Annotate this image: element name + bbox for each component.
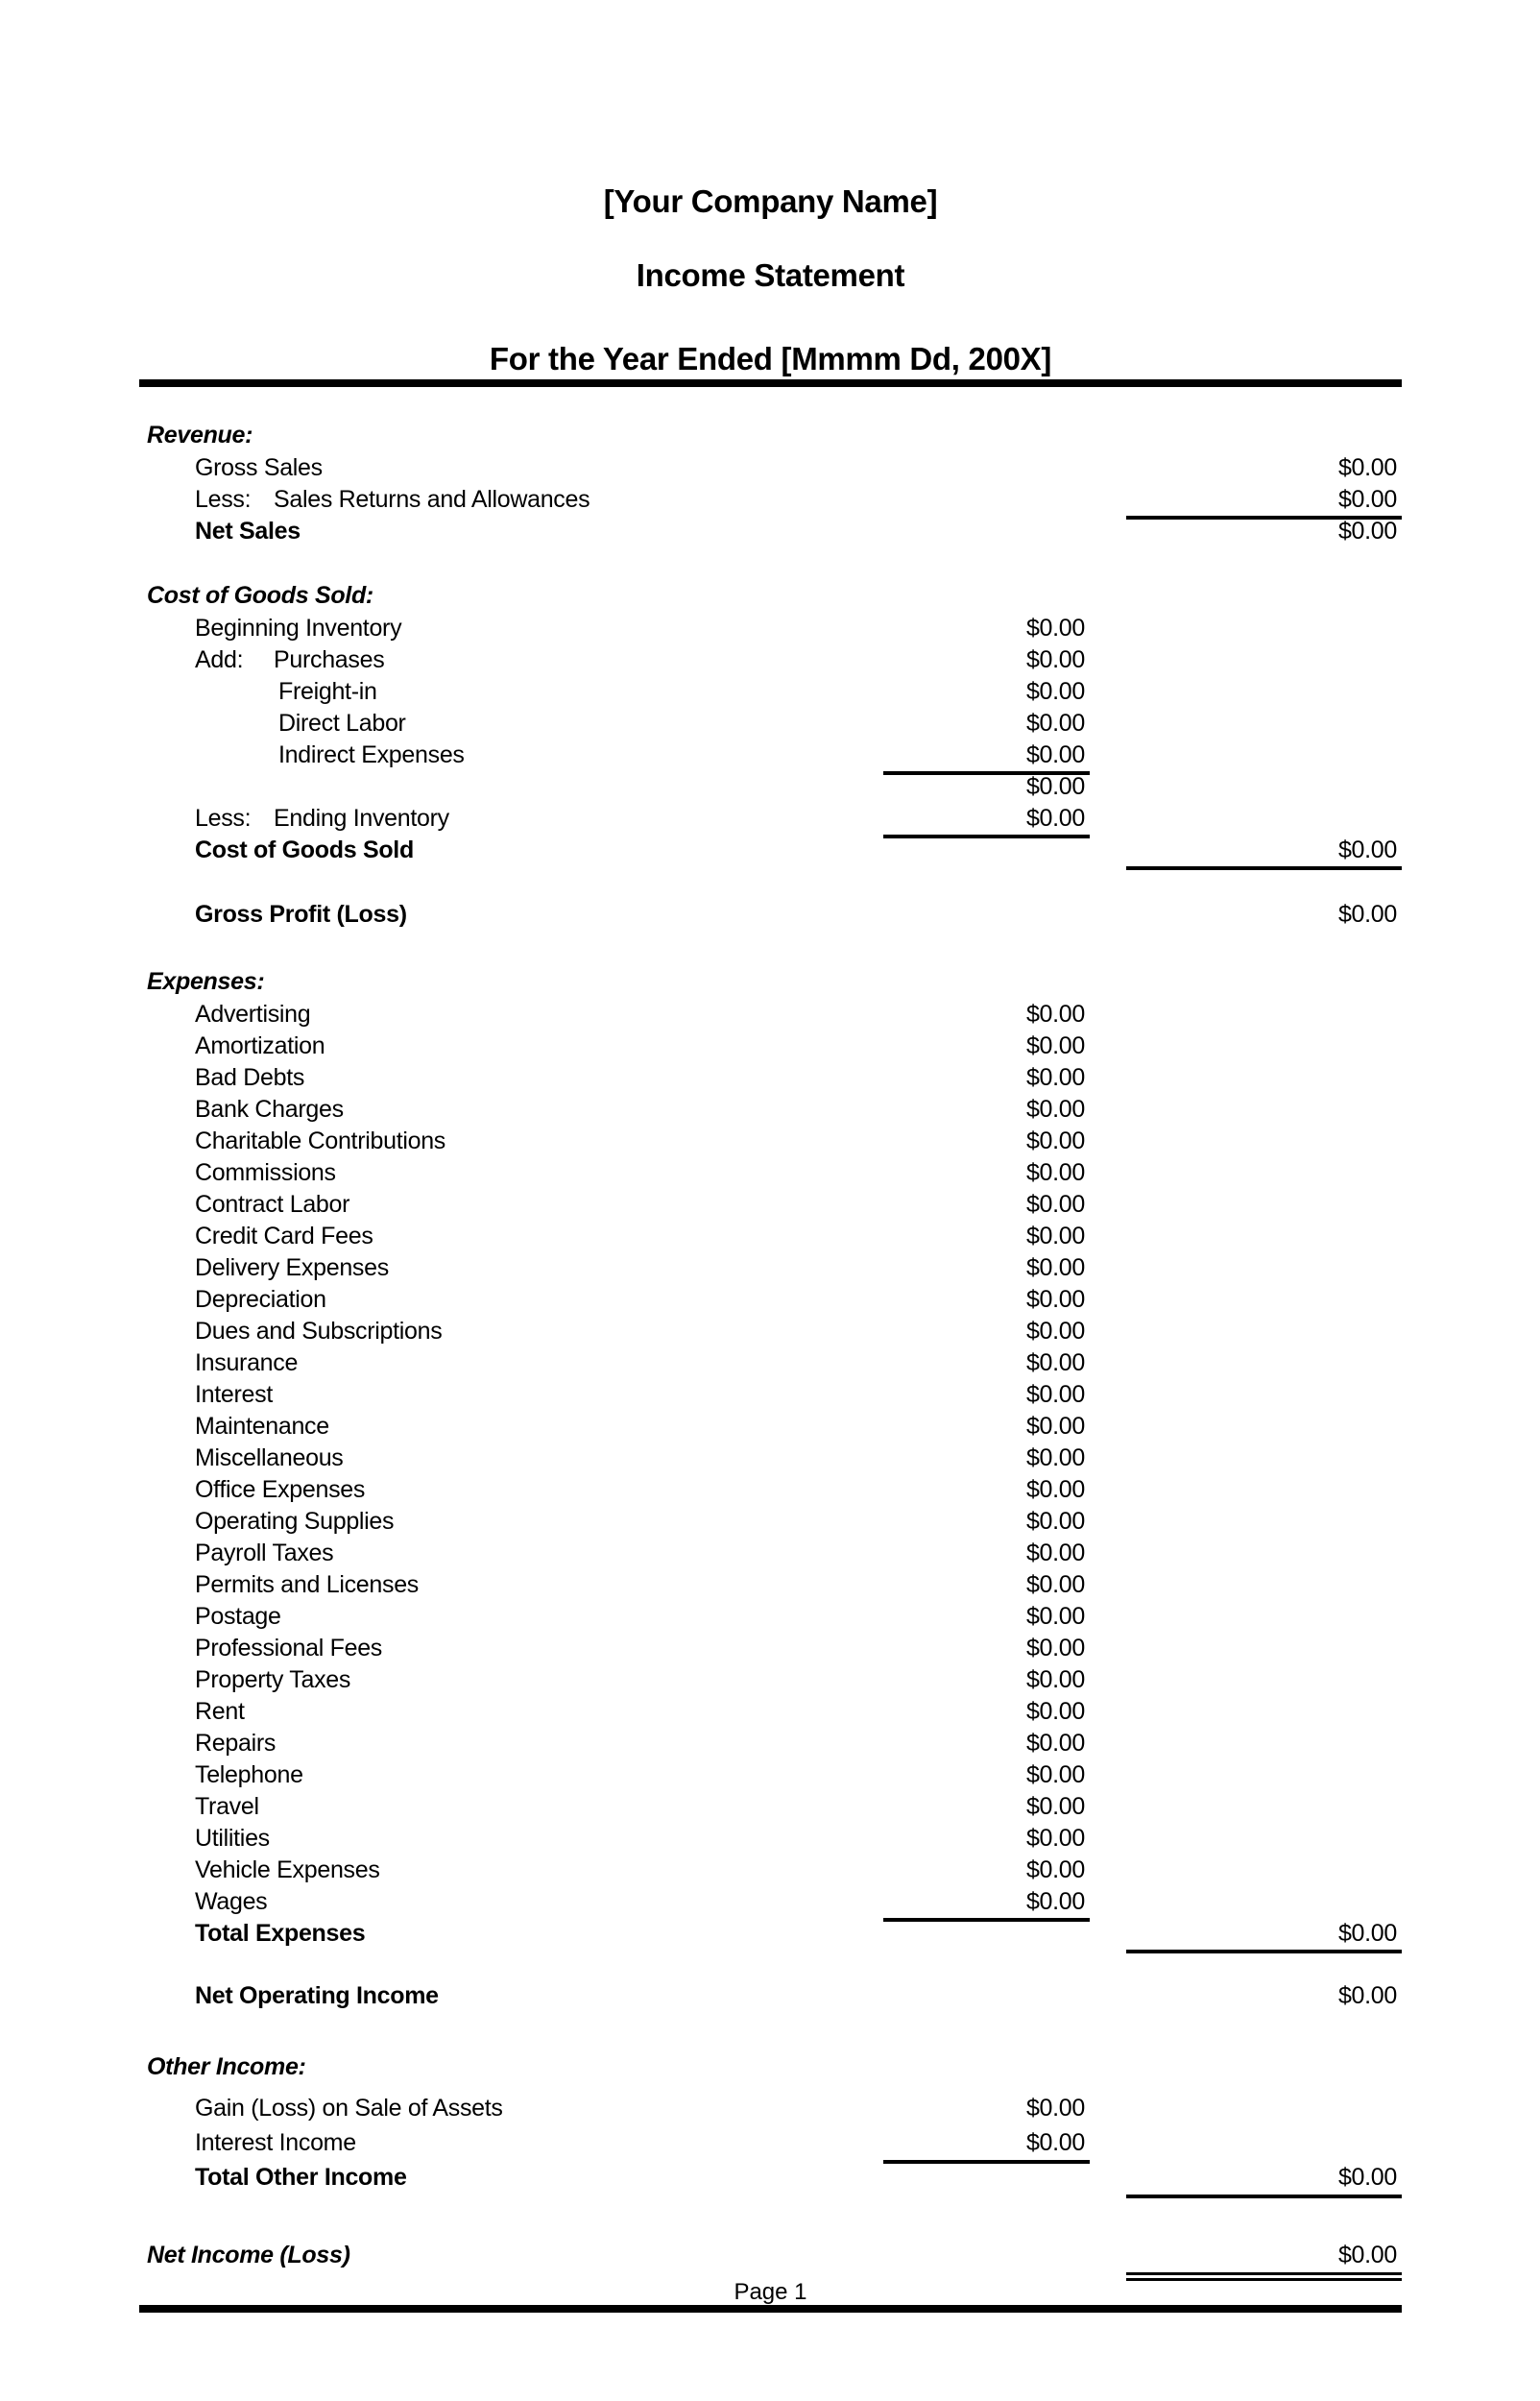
expense-row bbox=[139, 1316, 1402, 1347]
spacer bbox=[1090, 644, 1126, 676]
expense-amount: $0.00 bbox=[1025, 1635, 1085, 1661]
expense-label: Contract Labor bbox=[195, 1191, 350, 1218]
spacer bbox=[1090, 1126, 1126, 1157]
expense-label: Advertising bbox=[195, 1001, 311, 1028]
spacer bbox=[1090, 1601, 1126, 1633]
expense-amount: $0.00 bbox=[1025, 1032, 1085, 1059]
row-net-income bbox=[139, 2238, 1402, 2272]
amount-right bbox=[1126, 1221, 1402, 1252]
row-beginning-inventory bbox=[139, 613, 1402, 644]
expense-label: Wages bbox=[195, 1888, 268, 1915]
expense-amount: $0.00 bbox=[1025, 1286, 1085, 1313]
row-cogs-subtotal bbox=[139, 771, 1402, 803]
spacer bbox=[1090, 2160, 1126, 2198]
expense-row bbox=[139, 1411, 1402, 1443]
amount-right bbox=[1126, 1538, 1402, 1569]
row-label: Beginning Inventory bbox=[195, 615, 402, 642]
expense-label: Depreciation bbox=[195, 1286, 326, 1313]
spacer bbox=[1090, 1506, 1126, 1538]
amount-mid: $0.00 bbox=[1025, 773, 1085, 800]
row-label: Direct Labor bbox=[278, 710, 406, 737]
expense-amount: $0.00 bbox=[1025, 1698, 1085, 1725]
spacer bbox=[1090, 1252, 1126, 1284]
spacer bbox=[1090, 2238, 1126, 2281]
amount-right bbox=[1126, 676, 1402, 708]
expense-amount: $0.00 bbox=[1025, 1761, 1085, 1788]
amount-right bbox=[1126, 1791, 1402, 1823]
spacer bbox=[139, 547, 1402, 578]
expense-label: Bad Debts bbox=[195, 1064, 305, 1091]
amount-right bbox=[1126, 2091, 1402, 2125]
page-number: Page 1 bbox=[734, 2279, 807, 2305]
amount-mid bbox=[883, 1980, 1090, 2012]
spacer bbox=[1090, 1347, 1126, 1379]
expense-amount: $0.00 bbox=[1025, 1825, 1085, 1852]
expense-amount: $0.00 bbox=[1025, 1128, 1085, 1154]
row-indirect-expenses bbox=[139, 740, 1402, 771]
row-prefix: Less: bbox=[195, 805, 252, 832]
amount-right bbox=[1126, 1094, 1402, 1126]
row-sales-returns bbox=[139, 484, 1402, 516]
amount-right bbox=[1126, 1031, 1402, 1062]
expense-row bbox=[139, 999, 1402, 1031]
amount-right: $0.00 bbox=[1337, 901, 1397, 928]
expense-label: Credit Card Fees bbox=[195, 1223, 373, 1249]
expense-amount: $0.00 bbox=[1025, 1159, 1085, 1186]
expense-label: Delivery Expenses bbox=[195, 1254, 389, 1281]
row-label: Freight-in bbox=[278, 678, 377, 705]
spacer bbox=[1090, 1284, 1126, 1316]
row-gross-sales bbox=[139, 452, 1402, 484]
row-cogs-total bbox=[139, 835, 1402, 866]
row-net-sales bbox=[139, 516, 1402, 547]
spacer bbox=[1090, 452, 1126, 484]
amount-right bbox=[1126, 1664, 1402, 1696]
expense-row bbox=[139, 1252, 1402, 1284]
row-label bbox=[139, 803, 883, 838]
expense-label: Telephone bbox=[195, 1761, 303, 1788]
expense-row bbox=[139, 1126, 1402, 1157]
statement-content bbox=[139, 0, 1402, 2313]
amount-right bbox=[1126, 1696, 1402, 1728]
amount-right: $0.00 bbox=[1126, 484, 1402, 520]
row-label: Net Income (Loss) bbox=[147, 2242, 350, 2268]
amount-right bbox=[1126, 1443, 1402, 1474]
row-label bbox=[139, 771, 883, 803]
spacer bbox=[1090, 676, 1126, 708]
spacer bbox=[139, 219, 1402, 258]
spacer bbox=[1090, 1918, 1126, 1953]
spacer bbox=[139, 866, 1402, 899]
amount-right bbox=[1126, 1569, 1402, 1601]
expense-row bbox=[139, 1538, 1402, 1569]
amount-right: $0.00 bbox=[1126, 835, 1402, 870]
expense-label: Postage bbox=[195, 1603, 281, 1630]
spacer bbox=[1090, 2125, 1126, 2164]
row-ending-inventory bbox=[139, 803, 1402, 835]
expense-row bbox=[139, 1157, 1402, 1189]
expense-amount: $0.00 bbox=[1025, 1254, 1085, 1281]
spacer bbox=[1090, 771, 1126, 803]
amount-right bbox=[1126, 1506, 1402, 1538]
expense-label: Dues and Subscriptions bbox=[195, 1318, 443, 1345]
expense-row bbox=[139, 1189, 1402, 1221]
expense-label: Rent bbox=[195, 1698, 245, 1725]
amount-right bbox=[1126, 771, 1402, 803]
amount-right bbox=[1126, 613, 1402, 644]
row-prefix: Less: bbox=[195, 486, 252, 513]
expense-label: Travel bbox=[195, 1793, 259, 1820]
other-income-heading: Other Income: bbox=[147, 2053, 306, 2080]
spacer bbox=[1090, 1538, 1126, 1569]
amount-mid: $0.00 bbox=[883, 803, 1090, 838]
bottom-rule bbox=[139, 2305, 1402, 2313]
amount-right bbox=[1126, 1633, 1402, 1664]
amount-mid bbox=[883, 899, 1090, 931]
amount-right bbox=[1126, 1759, 1402, 1791]
expense-amount: $0.00 bbox=[1025, 1540, 1085, 1566]
amount-right bbox=[1126, 1728, 1402, 1759]
amount-mid bbox=[883, 2238, 1090, 2281]
expense-label: Commissions bbox=[195, 1159, 336, 1186]
row-gross-profit bbox=[139, 899, 1402, 931]
spacer bbox=[1090, 1443, 1126, 1474]
expense-row bbox=[139, 1569, 1402, 1601]
expense-row bbox=[139, 1443, 1402, 1474]
amount-mid: $0.00 bbox=[1025, 2095, 1085, 2122]
expense-amount: $0.00 bbox=[1025, 1064, 1085, 1091]
spacer bbox=[1090, 1062, 1126, 1094]
amount-right bbox=[1126, 740, 1402, 775]
amount-mid: $0.00 bbox=[883, 2125, 1090, 2164]
row-interest-income bbox=[139, 2125, 1402, 2160]
amount-mid bbox=[883, 484, 1090, 520]
spacer bbox=[1090, 1980, 1126, 2012]
amount-right bbox=[1126, 1157, 1402, 1189]
amount-mid: $0.00 bbox=[1025, 678, 1085, 705]
spacer bbox=[139, 2084, 1402, 2091]
expense-row bbox=[139, 1664, 1402, 1696]
row-label bbox=[139, 644, 883, 676]
row-label: Net Operating Income bbox=[195, 1982, 439, 2009]
spacer bbox=[1090, 484, 1126, 520]
amount-mid bbox=[883, 516, 1090, 547]
amount-right bbox=[1126, 1316, 1402, 1347]
row-sublabel: Purchases bbox=[274, 646, 385, 673]
expense-row bbox=[139, 1062, 1402, 1094]
amount-right: $0.00 bbox=[1337, 518, 1397, 545]
spacer bbox=[139, 1950, 1402, 1980]
spacer bbox=[1090, 2091, 1126, 2125]
amount-right bbox=[1126, 1474, 1402, 1506]
spacer bbox=[1090, 1221, 1126, 1252]
expense-row bbox=[139, 1633, 1402, 1664]
expense-amount: $0.00 bbox=[883, 1886, 1090, 1922]
expenses-heading: Expenses: bbox=[147, 968, 265, 995]
spacer bbox=[1090, 1696, 1126, 1728]
spacer bbox=[1090, 516, 1126, 547]
amount-right bbox=[1126, 1855, 1402, 1886]
spacer bbox=[1090, 1759, 1126, 1791]
amount-right: $0.00 bbox=[1126, 2238, 1402, 2281]
spacer bbox=[1090, 999, 1126, 1031]
amount-right bbox=[1126, 1126, 1402, 1157]
expense-label: Charitable Contributions bbox=[195, 1128, 446, 1154]
spacer bbox=[1090, 1379, 1126, 1411]
expense-label: Property Taxes bbox=[195, 1666, 351, 1693]
row-gain-on-sale bbox=[139, 2091, 1402, 2125]
expense-label: Amortization bbox=[195, 1032, 325, 1059]
spacer bbox=[1090, 1031, 1126, 1062]
row-label: Interest Income bbox=[195, 2129, 356, 2156]
row-label: Gross Profit (Loss) bbox=[195, 901, 407, 928]
expense-row bbox=[139, 1094, 1402, 1126]
row-label: Gross Sales bbox=[195, 454, 323, 481]
expense-row bbox=[139, 1474, 1402, 1506]
expense-label: Professional Fees bbox=[195, 1635, 382, 1661]
expense-amount: $0.00 bbox=[1025, 1856, 1085, 1883]
spacer bbox=[1090, 708, 1126, 740]
spacer bbox=[139, 0, 1402, 184]
expense-amount: $0.00 bbox=[1025, 1381, 1085, 1408]
amount-right bbox=[1126, 644, 1402, 676]
expense-row bbox=[139, 1347, 1402, 1379]
amount-right bbox=[1126, 1411, 1402, 1443]
spacer bbox=[139, 931, 1402, 964]
spacer bbox=[1090, 1316, 1126, 1347]
expense-amount: $0.00 bbox=[1025, 1508, 1085, 1535]
document-title: Income Statement bbox=[636, 257, 905, 293]
row-label: Gain (Loss) on Sale of Assets bbox=[195, 2095, 503, 2122]
expense-row bbox=[139, 1696, 1402, 1728]
row-direct-labor bbox=[139, 708, 1402, 740]
row-label: Net Sales bbox=[195, 518, 301, 545]
amount-right bbox=[1126, 1601, 1402, 1633]
expense-label: Interest bbox=[195, 1381, 273, 1408]
amount-right bbox=[1126, 1823, 1402, 1855]
expense-amount: $0.00 bbox=[1025, 1666, 1085, 1693]
amount-right bbox=[1126, 708, 1402, 740]
expense-row bbox=[139, 1284, 1402, 1316]
expense-amount: $0.00 bbox=[1025, 1223, 1085, 1249]
amount-right bbox=[1126, 1062, 1402, 1094]
row-total-expenses bbox=[139, 1918, 1402, 1950]
amount-mid bbox=[883, 1918, 1090, 1953]
expense-amount: $0.00 bbox=[1025, 1001, 1085, 1028]
revenue-heading: Revenue: bbox=[147, 422, 253, 449]
amount-mid: $0.00 bbox=[1025, 710, 1085, 737]
expense-row bbox=[139, 1855, 1402, 1886]
row-label: Cost of Goods Sold bbox=[195, 837, 414, 863]
amount-right: $0.00 bbox=[1126, 1918, 1402, 1953]
expense-label: Insurance bbox=[195, 1349, 299, 1376]
expense-amount: $0.00 bbox=[1025, 1096, 1085, 1123]
spacer bbox=[1090, 1569, 1126, 1601]
row-net-operating-income bbox=[139, 1980, 1402, 2012]
amount-right bbox=[1126, 999, 1402, 1031]
spacer bbox=[1090, 835, 1126, 870]
spacer bbox=[1090, 1823, 1126, 1855]
amount-right bbox=[1126, 1347, 1402, 1379]
top-rule bbox=[139, 379, 1402, 387]
row-purchases bbox=[139, 644, 1402, 676]
row-sublabel: Ending Inventory bbox=[274, 805, 449, 832]
spacer bbox=[139, 2012, 1402, 2049]
spacer bbox=[1090, 1094, 1126, 1126]
expense-amount: $0.00 bbox=[1025, 1191, 1085, 1218]
expense-label: Office Expenses bbox=[195, 1476, 366, 1503]
spacer bbox=[1090, 1855, 1126, 1886]
row-label: Total Other Income bbox=[195, 2164, 407, 2191]
expense-row bbox=[139, 1379, 1402, 1411]
row-sublabel: Sales Returns and Allowances bbox=[274, 486, 590, 513]
expenses-list bbox=[139, 999, 1402, 1918]
expense-row bbox=[139, 1506, 1402, 1538]
expense-label: Vehicle Expenses bbox=[195, 1856, 380, 1883]
expense-row bbox=[139, 1728, 1402, 1759]
spacer bbox=[1090, 803, 1126, 838]
company-name: [Your Company Name] bbox=[603, 183, 938, 219]
expense-amount: $0.00 bbox=[1025, 1730, 1085, 1757]
row-total-other-income bbox=[139, 2160, 1402, 2195]
spacer bbox=[1090, 1189, 1126, 1221]
expense-label: Payroll Taxes bbox=[195, 1540, 334, 1566]
spacer bbox=[1090, 1886, 1126, 1922]
expense-row bbox=[139, 1759, 1402, 1791]
amount-mid: $0.00 bbox=[1025, 615, 1085, 642]
amount-mid bbox=[883, 452, 1090, 484]
spacer bbox=[1090, 1157, 1126, 1189]
amount-right bbox=[1126, 2125, 1402, 2164]
amount-right bbox=[1126, 1252, 1402, 1284]
expense-amount: $0.00 bbox=[1025, 1318, 1085, 1345]
expense-amount: $0.00 bbox=[1025, 1793, 1085, 1820]
spacer bbox=[1090, 1728, 1126, 1759]
amount-right: $0.00 bbox=[1337, 454, 1397, 481]
amount-right bbox=[1126, 1189, 1402, 1221]
expense-row bbox=[139, 1823, 1402, 1855]
expense-amount: $0.00 bbox=[1025, 1349, 1085, 1376]
spacer bbox=[1090, 1664, 1126, 1696]
row-prefix: Add: bbox=[195, 646, 244, 673]
amount-mid bbox=[883, 2160, 1090, 2198]
spacer bbox=[1090, 1791, 1126, 1823]
expense-label: Utilities bbox=[195, 1825, 270, 1852]
expense-row bbox=[139, 1221, 1402, 1252]
cogs-heading: Cost of Goods Sold: bbox=[147, 582, 373, 609]
expense-label: Maintenance bbox=[195, 1413, 329, 1440]
amount-right: $0.00 bbox=[1126, 2160, 1402, 2198]
expense-amount: $0.00 bbox=[1025, 1571, 1085, 1598]
spacer bbox=[1090, 899, 1126, 931]
expense-row bbox=[139, 1601, 1402, 1633]
expense-amount: $0.00 bbox=[1025, 1413, 1085, 1440]
row-label: Indirect Expenses bbox=[278, 741, 465, 768]
spacer bbox=[1090, 740, 1126, 775]
amount-right bbox=[1126, 803, 1402, 838]
expense-label: Repairs bbox=[195, 1730, 277, 1757]
amount-mid bbox=[883, 835, 1090, 870]
spacer bbox=[139, 387, 1402, 418]
expense-label: Permits and Licenses bbox=[195, 1571, 420, 1598]
expense-amount: $0.00 bbox=[1025, 1444, 1085, 1471]
amount-right bbox=[1126, 1886, 1402, 1922]
spacer bbox=[1090, 1474, 1126, 1506]
expense-amount: $0.00 bbox=[1025, 1603, 1085, 1630]
expense-row bbox=[139, 1031, 1402, 1062]
expense-label: Bank Charges bbox=[195, 1096, 344, 1123]
row-freight-in bbox=[139, 676, 1402, 708]
spacer bbox=[1090, 1411, 1126, 1443]
amount-right: $0.00 bbox=[1337, 1982, 1397, 2009]
spacer bbox=[1090, 613, 1126, 644]
row-label bbox=[139, 484, 883, 520]
amount-right bbox=[1126, 1284, 1402, 1316]
expense-label: Miscellaneous bbox=[195, 1444, 344, 1471]
amount-right bbox=[1126, 1379, 1402, 1411]
spacer bbox=[139, 293, 1402, 342]
expense-label: Operating Supplies bbox=[195, 1508, 395, 1535]
amount-mid: $0.00 bbox=[1025, 646, 1085, 673]
expense-amount: $0.00 bbox=[1025, 1476, 1085, 1503]
spacer bbox=[1090, 1633, 1126, 1664]
spacer bbox=[139, 2195, 1402, 2238]
amount-mid: $0.00 bbox=[883, 740, 1090, 775]
period-line: For the Year Ended [Mmmm Dd, 200X] bbox=[489, 341, 1052, 376]
expense-row bbox=[139, 1886, 1402, 1918]
row-label: Total Expenses bbox=[195, 1920, 366, 1947]
expense-row bbox=[139, 1791, 1402, 1823]
